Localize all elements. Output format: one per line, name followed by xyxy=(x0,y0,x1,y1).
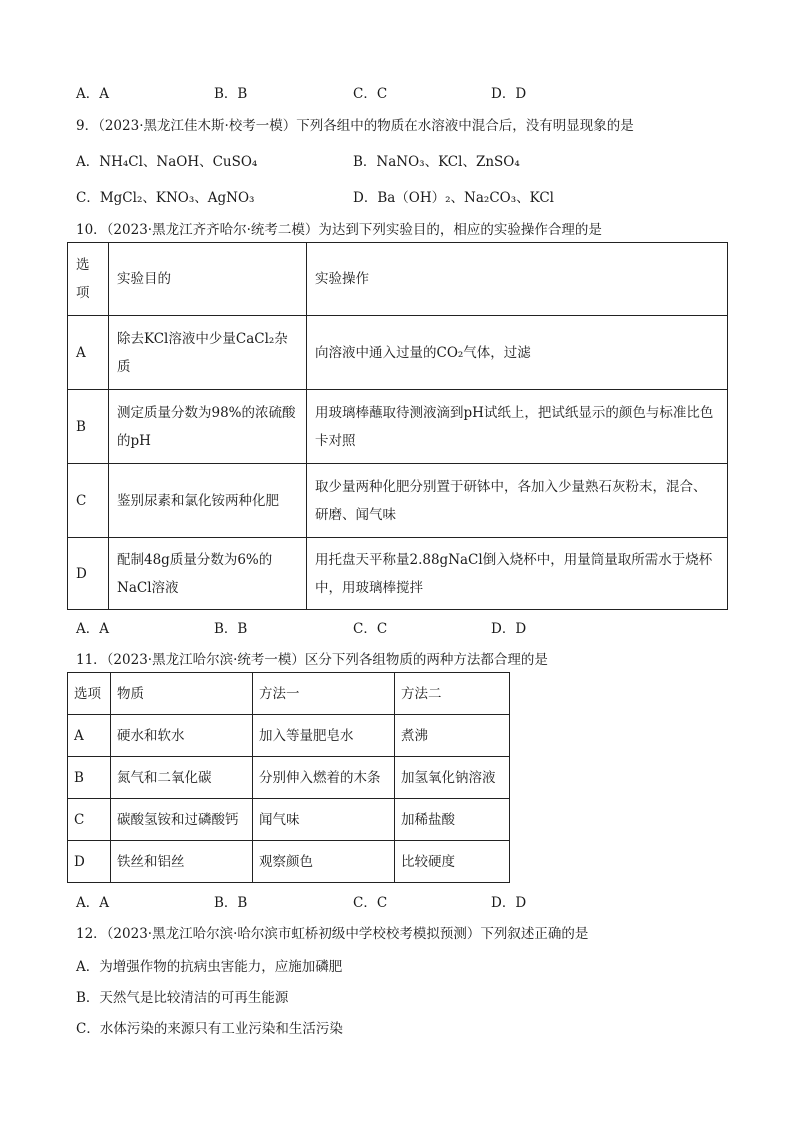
table-cell: D xyxy=(68,538,109,610)
table-header-row xyxy=(68,673,510,715)
q9-stem: 9．（2023·黑龙江佳木斯·校考一模）下列各组中的物质在水溶液中混合后，没有明显现象的是 xyxy=(76,118,634,134)
q9-option-a-prefix: A． xyxy=(76,154,100,170)
q8-option-b: B．B xyxy=(214,86,248,102)
q9-option-c-text: MgCl₂、KNO₃、AgNO₃ xyxy=(99,190,255,206)
table-cell: 分别伸入燃着的木条 xyxy=(253,757,395,799)
q9-option-d-text: Ba（OH）₂、Na₂CO₃、KCl xyxy=(377,190,555,206)
q9-option-c-prefix: C． xyxy=(76,190,100,206)
table-cell: 铁丝和铝丝 xyxy=(111,841,253,883)
q10-stem: 10．（2023·黑龙江齐齐哈尔·统考二模）为达到下列实验目的，相应的实验操作合理的是 xyxy=(76,222,602,238)
table-cell: 加氢氧化钠溶液 xyxy=(395,757,510,799)
q9-option-b-prefix: B． xyxy=(353,154,377,170)
table-header-row xyxy=(68,243,728,316)
table-cell: A xyxy=(68,715,111,757)
table-cell: 用玻璃棒蘸取待测液滴到pH试纸上，把试纸显示的颜色与标准比色卡对照 xyxy=(307,390,728,464)
header-cell: 选项 xyxy=(68,243,109,316)
table-row xyxy=(68,841,510,883)
header-cell: 实验操作 xyxy=(307,243,728,316)
table-cell: 用托盘天平称量2.88gNaCl倒入烧杯中，用量筒量取所需水于烧杯中，用玻璃棒搅拌 xyxy=(307,538,728,610)
q9-option-d xyxy=(353,186,554,206)
q9-option-a xyxy=(76,150,257,170)
q12-option-c: C．水体污染的来源只有工业污染和生活污染 xyxy=(76,1021,343,1037)
q8-option-a: A．A xyxy=(76,86,109,102)
q11-option-c: C．C xyxy=(353,895,388,911)
table-cell: C xyxy=(68,799,111,841)
table-cell: 配制48g质量分数为6%的NaCl溶液 xyxy=(109,538,307,610)
table-cell: 除去KCl溶液中少量CaCl₂杂质 xyxy=(109,316,307,390)
q12-option-b: B．天然气是比较清洁的可再生能源 xyxy=(76,990,289,1006)
table-cell: B xyxy=(68,390,109,464)
q8-option-d: D．D xyxy=(491,86,527,102)
table-cell: 加入等量肥皂水 xyxy=(253,715,395,757)
header-cell: 方法二 xyxy=(395,673,510,715)
header-cell: 方法一 xyxy=(253,673,395,715)
table-cell: 比较硬度 xyxy=(395,841,510,883)
q9-option-a-text: NH₄Cl、NaOH、CuSO₄ xyxy=(99,154,258,170)
header-cell: 物质 xyxy=(111,673,253,715)
table-cell: 测定质量分数为98%的浓硫酸的pH xyxy=(109,390,307,464)
table-cell: 闻气味 xyxy=(253,799,395,841)
q9-option-b xyxy=(353,150,520,170)
q11-stem: 11．（2023·黑龙江哈尔滨·统考一模）区分下列各组物质的两种方法都合理的是 xyxy=(76,652,548,668)
q11-table xyxy=(67,672,510,883)
q11-option-a: A．A xyxy=(76,895,109,911)
q12-stem: 12．（2023·黑龙江哈尔滨·哈尔滨市虹桥初级中学校校考模拟预测）下列叙述正确的是 xyxy=(76,926,589,942)
table-cell: 氮气和二氧化碳 xyxy=(111,757,253,799)
header-cell: 实验目的 xyxy=(109,243,307,316)
q9-option-d-prefix: D． xyxy=(353,190,378,206)
table-row xyxy=(68,538,728,610)
table-row xyxy=(68,799,510,841)
table-cell: 煮沸 xyxy=(395,715,510,757)
q12-option-a: A．为增强作物的抗病虫害能力，应施加磷肥 xyxy=(76,959,343,975)
table-cell: 观察颜色 xyxy=(253,841,395,883)
q9-option-b-text: NaNO₃、KCl、ZnSO₄ xyxy=(376,154,520,170)
table-row xyxy=(68,715,510,757)
table-cell: 加稀盐酸 xyxy=(395,799,510,841)
table-row xyxy=(68,464,728,538)
q10-option-d: D．D xyxy=(491,621,527,637)
q11-option-d: D．D xyxy=(491,895,527,911)
q10-option-c: C．C xyxy=(353,621,388,637)
header-cell: 选项 xyxy=(68,673,111,715)
q8-option-c: C．C xyxy=(353,86,388,102)
table-row xyxy=(68,757,510,799)
table-cell: A xyxy=(68,316,109,390)
table-cell: D xyxy=(68,841,111,883)
table-cell: 硬水和软水 xyxy=(111,715,253,757)
q11-option-b: B．B xyxy=(214,895,248,911)
table-cell: 取少量两种化肥分别置于研钵中，各加入少量熟石灰粉末，混合、研磨、闻气味 xyxy=(307,464,728,538)
q9-option-c xyxy=(76,186,254,206)
table-cell: B xyxy=(68,757,111,799)
table-row xyxy=(68,316,728,390)
q10-option-b: B．B xyxy=(214,621,248,637)
q10-table xyxy=(67,242,728,610)
table-cell: C xyxy=(68,464,109,538)
q10-option-a: A．A xyxy=(76,621,109,637)
table-row xyxy=(68,390,728,464)
table-cell: 碳酸氢铵和过磷酸钙 xyxy=(111,799,253,841)
table-cell: 鉴别尿素和氯化铵两种化肥 xyxy=(109,464,307,538)
table-cell: 向溶液中通入过量的CO₂气体，过滤 xyxy=(307,316,728,390)
